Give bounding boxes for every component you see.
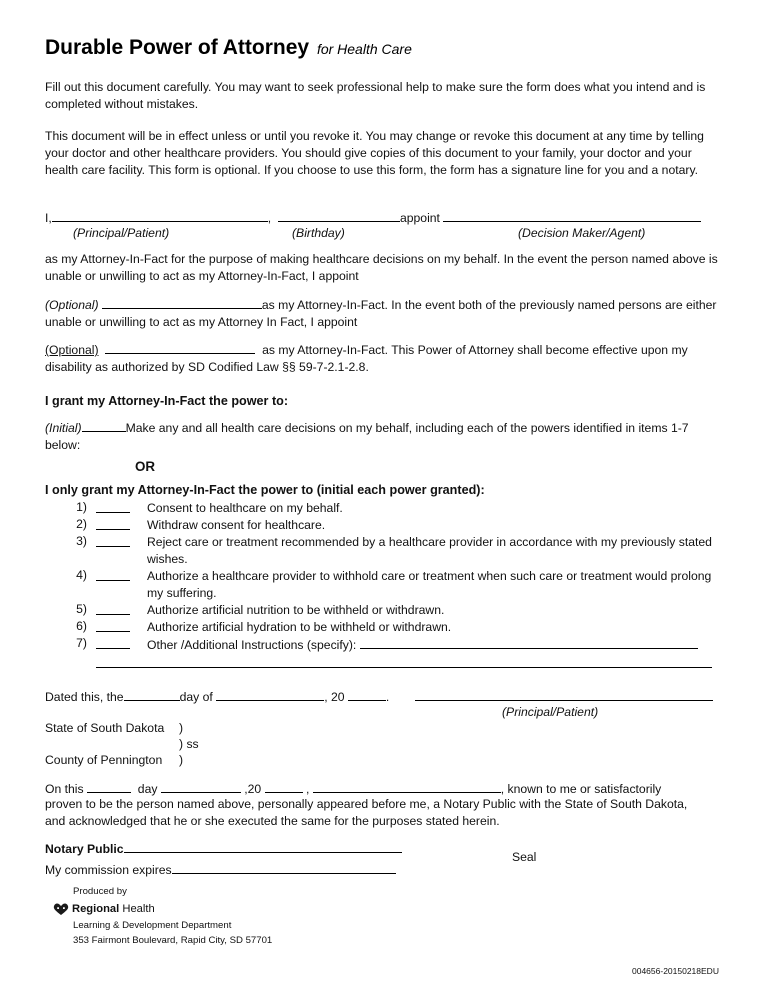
item-text: Withdraw consent for healthcare. [147,518,326,532]
principal-name-field[interactable] [52,209,268,222]
commission-label: My commission expires [45,863,172,877]
notary-line-2: proven to be the person named above, personally appeared before me, a Notary Public with the State of South Dakota, [45,797,688,811]
item-number: 3) [76,534,87,548]
commission-expires-field[interactable] [172,861,396,874]
title-subtitle: for Health Care [316,41,412,57]
notary-signature-field[interactable] [124,840,402,853]
venue-county: County of Pennington [45,753,163,767]
or-divider: OR [135,459,156,474]
item-7-initial-field[interactable] [96,636,130,649]
notary-year-field[interactable] [265,780,303,793]
footer-address: 353 Fairmont Boulevard, Rapid City, SD 57701 [73,935,273,946]
dated-month-field[interactable] [216,688,324,701]
optional-2-label: (Optional) [45,343,99,357]
notary-day-field[interactable] [87,780,131,793]
item-text: Other /Additional Instructions (specify): [147,638,357,652]
appoint-paragraph: as my Attorney-In-Fact for the purpose of making healthcare decisions on my behalf. In the event the person named above is unable or unwilling to act as my Attorney-In-Fact, I appoint [45,252,718,283]
item-4-initial-field[interactable] [96,568,130,581]
item-text: Authorize artificial nutrition to be withheld or withdrawn. [147,603,445,617]
title-main: Durable Power of Attorney [45,36,310,59]
regional-health-logo [53,902,155,916]
notary-line-3: and acknowledged that he or she executed the same for the purposes stated herein. [45,814,500,828]
commission-row [45,861,396,877]
seal-label: Seal [512,850,537,864]
notary-known: , known to me or satisfactorily [500,782,662,796]
optional-agent-2-paragraph [45,341,725,376]
agent-name-field[interactable] [443,209,701,222]
produced-by: Produced by [73,886,127,897]
venue-ss: ) ss [179,737,199,751]
appoint-comma: , [267,211,272,225]
item-number: 5) [76,602,87,616]
appoint-line [45,209,701,225]
item-1-initial-field[interactable] [96,500,130,513]
regional-health-logo-icon [53,902,69,916]
item-number: 4) [76,568,87,582]
grant-heading-2: I only grant my Attorney-In-Fact the power to (initial each power granted): [45,483,485,497]
initial-all-field[interactable] [82,419,126,432]
label-agent: (Decision Maker/Agent) [518,226,646,240]
notary-public-row [45,840,402,856]
appoint-prefix: I, [45,211,52,225]
document-id: 004656-20150218EDU [632,966,719,976]
item-text: Consent to healthcare on my behalf. [147,501,343,515]
item-text: Reject care or treatment recommended by a healthcare provider in accordance with my previously stated wishes. [147,535,712,566]
label-birthday: (Birthday) [292,226,345,240]
item-6-initial-field[interactable] [96,619,130,632]
dated-day-label: day of [179,690,213,704]
venue-paren-1: ) [179,721,184,735]
dated-year-label: , 20 [324,690,345,704]
optional-2-text: as my Attorney-In-Fact. This Power of Attorney shall become effective upon my disability as authorized by SD Codified Law §§ 59-7-2.1-2.8. [45,343,688,374]
item-number: 6) [76,619,87,633]
intro-paragraph-2: This document will be in effect unless or until you revoke it. You may change or revoke this document at any time by telling your doctor and other healthcare providers. You should give copies of this document to your family, your doctor and your health care facility. This form is optional. If you choose to use this form, the form has a signature line for you and a notary. [45,129,704,177]
dated-prefix: Dated this, the [45,690,124,704]
initial-label: (Initial) [45,421,82,435]
item-number: 1) [76,500,87,514]
item-2-initial-field[interactable] [96,517,130,530]
item-3-initial-field[interactable] [96,534,130,547]
initial-all-paragraph [45,419,725,454]
notary-person-field[interactable] [313,780,501,793]
other-instructions-field-line-2[interactable] [96,655,712,668]
optional-1-text: as my Attorney-In-Fact. In the event both of the previously named persons are either unable or unwilling to act as my Attorney In Fact, I appoint [45,298,717,329]
optional-1-label: (Optional) [45,298,99,312]
item-5-initial-field[interactable] [96,602,130,615]
intro-paragraph-1: Fill out this document carefully. You may want to seek professional help to make sure the form does what you intend and is completed without mistakes. [45,80,706,111]
dated-day-field[interactable] [124,688,180,701]
birthday-field[interactable] [278,209,400,222]
notary-comma: , [305,782,310,796]
footer-department: Learning & Development Department [73,920,232,931]
notary-public-label: Notary Public [45,842,124,856]
logo-health: Health [122,903,155,915]
venue-paren-3: ) [179,753,184,767]
item-text: Authorize a healthcare provider to withhold care or treatment when such care or treatment would prolong my suffering. [147,569,712,600]
signature-label: (Principal/Patient) [502,705,599,719]
dated-line [45,688,389,704]
document-title [45,36,412,60]
grant-heading: I grant my Attorney-In-Fact the power to: [45,394,289,408]
notary-month-field[interactable] [161,780,241,793]
initial-all-text: Make any and all health care decisions on my behalf, including each of the powers identified in items 1-7 below: [45,421,689,452]
notary-year-label: ,20 [244,782,262,796]
item-number: 2) [76,517,87,531]
label-principal: (Principal/Patient) [73,226,170,240]
other-instructions-field[interactable] [360,636,698,649]
item-7-row [147,636,698,652]
notary-line-1 [45,780,661,796]
optional-agent-1-field[interactable] [102,296,262,309]
dated-period: . [385,690,390,704]
principal-signature-field[interactable] [415,688,713,701]
item-text: Authorize artificial hydration to be withheld or withdrawn. [147,620,452,634]
logo-regional: Regional [72,903,120,915]
optional-agent-2-field[interactable] [105,341,255,354]
notary-on-this: On this [45,782,84,796]
notary-day-label: day [137,782,158,796]
optional-agent-1-paragraph [45,296,725,331]
item-number: 7) [76,636,87,650]
appoint-word: appoint [399,211,440,225]
venue-state: State of South Dakota [45,721,165,735]
dated-year-field[interactable] [348,688,386,701]
